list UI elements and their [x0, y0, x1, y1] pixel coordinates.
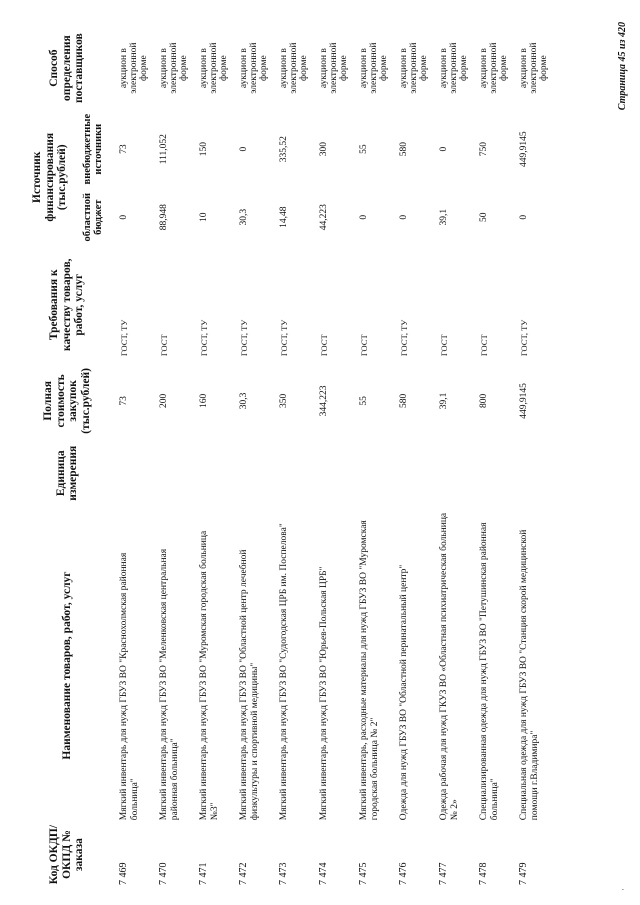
cell-method: аукцион в электронной форме — [239, 42, 269, 94]
header-financing-regional: областной бюджет — [82, 192, 104, 242]
cell-cost: 160 — [199, 393, 209, 408]
cell-extrabudget: 580 — [399, 142, 409, 157]
cell-name: Специализированная одежда для нужд ГБУЗ ВО "Петушинская районная больница" — [479, 522, 500, 821]
table-row — [236, 27, 276, 887]
cell-method: аукцион в электронной форме — [399, 42, 429, 94]
cell-regional-budget: 44,223 — [319, 204, 329, 231]
cell-unit — [116, 438, 156, 509]
cell-name: Специальная одежда для нужд ГБУЗ ВО "Станция скорой медицинской помощи г.Владимира" — [519, 529, 540, 821]
cell-name: Мягкий инвентарь для нужд ГБУЗ ВО "Судогодская ЦРБ им. Поспелова" — [279, 523, 289, 821]
cell-code: 7 470 — [158, 862, 169, 885]
cell-cost: 39,1 — [439, 392, 449, 410]
cell-cost: 200 — [159, 393, 169, 408]
cell-regional-budget: 39,1 — [439, 208, 449, 226]
cell-code: 7 479 — [518, 862, 529, 885]
cell-method: аукцион в электронной форме — [199, 42, 229, 94]
cell-unit — [436, 438, 476, 509]
cell-method: аукцион в электронной форме — [519, 42, 549, 94]
cell-code: 7 475 — [358, 862, 369, 885]
header-requirements: Требования к качеству товаров, работ, услуг — [48, 258, 86, 351]
table-row — [476, 27, 516, 887]
cell-regional-budget: 50 — [479, 212, 489, 222]
cell-regional-budget: 0 — [399, 214, 409, 220]
cell-name: Мягкий инвентарь для нужд ГБУЗ ВО "Краснохолмская районная больница" — [119, 552, 140, 821]
cell-extrabudget: 300 — [319, 142, 329, 157]
header-code: Код ОКДП/ ОКПД № заказа — [48, 824, 86, 885]
cell-name: Мягкий инвентарь для нужд ГБУЗ ВО "Муромская городская больница №3" — [199, 530, 220, 821]
header-financing-extrabudget: внебюджетные источники — [82, 113, 104, 185]
cell-method: аукцион в электронной форме — [319, 42, 349, 94]
cell-requirements: ГОСТ — [479, 334, 489, 357]
table-row — [356, 27, 396, 887]
scan-edge-mark: · — [618, 888, 628, 891]
cell-unit — [236, 438, 276, 509]
cell-regional-budget: 0 — [119, 214, 129, 220]
table-row — [196, 27, 236, 887]
cell-code: 7 476 — [398, 862, 409, 885]
cell-requirements: ГОСТ, ТУ — [119, 319, 129, 357]
cell-code: 7 472 — [238, 862, 249, 885]
cell-requirements: ГОСТ — [319, 334, 329, 357]
cell-unit — [396, 438, 436, 509]
cell-regional-budget: 88,948 — [159, 204, 169, 231]
cell-regional-budget: 0 — [519, 214, 529, 220]
cell-requirements: ГОСТ — [159, 334, 169, 357]
page-number-footer: Страница 45 из 420 — [617, 22, 628, 111]
cell-regional-budget: 14,48 — [279, 206, 289, 228]
cell-method: аукцион в электронной форме — [359, 42, 389, 94]
cell-cost: 344,223 — [319, 385, 329, 417]
table-row — [116, 27, 156, 887]
table-row — [516, 27, 556, 887]
cell-cost: 449,9145 — [519, 383, 529, 419]
cell-extrabudget: 750 — [479, 142, 489, 157]
cell-cost: 30,3 — [239, 392, 249, 410]
cell-unit — [276, 438, 316, 509]
cell-extrabudget: 73 — [119, 144, 129, 154]
cell-code: 7 473 — [278, 862, 289, 885]
cell-requirements: ГОСТ, ТУ — [199, 319, 209, 357]
cell-method: аукцион в электронной форме — [119, 42, 149, 94]
cell-code: 7 474 — [318, 862, 329, 885]
cell-name: Мягкий инвентарь для нужд ГБУЗ ВО "Меленковская центральная районная больница" — [159, 548, 180, 821]
cell-requirements: ГОСТ, ТУ — [239, 319, 249, 357]
cell-cost: 800 — [479, 393, 489, 408]
cell-name: Одежда для нужд ГБУЗ ВО "Областной перинатальный центр" — [399, 564, 409, 821]
table-body — [116, 27, 556, 887]
header-name: Наименование товаров, работ, услуг — [60, 571, 73, 760]
table-row — [396, 27, 436, 887]
cell-name: Мягкий инвентарь для нужд ГБУЗ ВО "Областной центр лечебной физкультуры и спортивной медицины" — [239, 549, 260, 821]
cell-name: Мягкий инвентарь, расходные материалы для нужд ГБУЗ ВО "Муромская городская больница № 2" — [359, 520, 380, 821]
cell-unit — [156, 438, 196, 509]
cell-name: Одежда рабочая для нужд ГКУЗ ВО «Областная психиатрическая больница № 2» — [439, 512, 460, 821]
cell-extrabudget: 0 — [439, 146, 449, 152]
cell-method: аукцион в электронной форме — [439, 42, 469, 94]
cell-method: аукцион в электронной форме — [479, 42, 509, 94]
cell-extrabudget: 449,9145 — [519, 131, 529, 167]
header-unit: Единица измерения — [54, 445, 79, 501]
cell-extrabudget: 55 — [359, 144, 369, 154]
cell-cost: 73 — [119, 396, 129, 406]
cell-requirements: ГОСТ — [439, 334, 449, 357]
cell-requirements: ГОСТ — [359, 334, 369, 357]
cell-requirements: ГОСТ, ТУ — [399, 319, 409, 357]
cell-code: 7 478 — [478, 862, 489, 885]
header-financing: Источник финансирования (тыс.рублей) — [31, 132, 69, 222]
cell-method: аукцион в электронной форме — [279, 42, 309, 94]
cell-code: 7 477 — [438, 862, 449, 885]
header-cost: Полная стоимость закупок (тыс.рублей) — [42, 367, 92, 434]
cell-regional-budget: 30,3 — [239, 208, 249, 226]
cell-code: 7 469 — [118, 862, 129, 885]
cell-unit — [356, 438, 396, 509]
procurement-plan-table — [18, 27, 556, 887]
cell-code: 7 471 — [198, 862, 209, 885]
cell-regional-budget: 0 — [359, 214, 369, 220]
table-row — [436, 27, 476, 887]
cell-extrabudget: 111,052 — [159, 134, 169, 165]
cell-method: аукцион в электронной форме — [159, 42, 189, 94]
table-row — [316, 27, 356, 887]
cell-extrabudget: 335,52 — [279, 136, 289, 163]
cell-name: Мягкий инвентарь для нужд ГБУЗ ВО "Юрьев-Польская ЦРБ" — [319, 566, 329, 821]
cell-cost: 55 — [359, 396, 369, 406]
table-row — [276, 27, 316, 887]
cell-regional-budget: 10 — [199, 212, 209, 222]
cell-extrabudget: 150 — [199, 142, 209, 157]
cell-requirements: ГОСТ, ТУ — [519, 319, 529, 357]
table-header-row — [18, 27, 82, 887]
cell-extrabudget: 0 — [239, 146, 249, 152]
cell-unit — [476, 438, 516, 509]
cell-unit — [196, 438, 236, 509]
cell-cost: 580 — [399, 393, 409, 408]
table-row — [156, 27, 196, 887]
cell-unit — [316, 438, 356, 509]
header-method: Способ определения поставщиков — [48, 33, 86, 103]
cell-requirements: ГОСТ, ТУ — [279, 319, 289, 357]
cell-unit — [516, 438, 556, 509]
cell-cost: 350 — [279, 393, 289, 408]
